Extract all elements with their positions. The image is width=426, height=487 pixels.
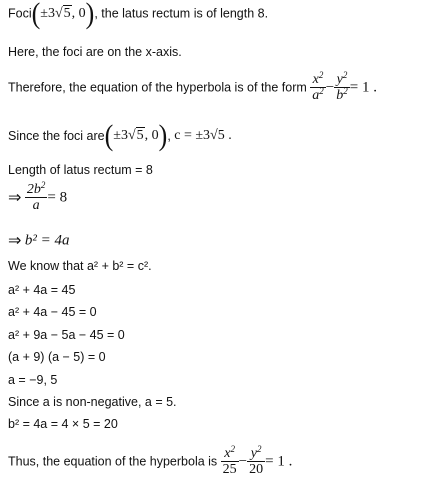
form-a: a xyxy=(312,88,320,103)
non-negative-text: Since a is non-negative, a = 5. xyxy=(8,395,177,409)
foci-sentence-suffix: , the latus rectum is of length 8. xyxy=(94,6,269,21)
line-foci xyxy=(8,0,269,31)
form-y: y xyxy=(336,72,343,87)
step-1: a² + 4a = 45 xyxy=(8,283,76,297)
step-5: a = −9, 5 xyxy=(8,373,58,387)
form-rhs: = 1 . xyxy=(349,79,377,96)
line-step-5 xyxy=(8,372,57,388)
we-know-prefix: We know that xyxy=(8,259,87,273)
line-b2-value xyxy=(8,416,118,432)
line-form xyxy=(8,72,377,103)
final-den-20: 20 xyxy=(249,462,264,477)
fraction-y2-b2: $\frac{y^2}{b^2}$ xyxy=(336,70,348,103)
implies-arrow-icon: ⇒ xyxy=(8,187,22,207)
line-step-3 xyxy=(8,327,125,343)
lr-denominator: a xyxy=(32,198,40,213)
foci-tail: , 0 xyxy=(71,6,86,21)
foci-axis-text: Here, the foci are on the x-axis. xyxy=(8,45,182,59)
final-den-25: 25 xyxy=(222,462,237,477)
foci-pm-value-2: ±3 xyxy=(113,128,128,143)
line-step-1 xyxy=(8,282,75,298)
form-x: x xyxy=(312,72,319,87)
fraction-x2-25: $\frac{x^2}{25}$ xyxy=(222,444,237,477)
implies-arrow-icon-2: ⇒ xyxy=(8,230,22,250)
line-latus-rectum xyxy=(8,162,153,178)
line-lr-fraction xyxy=(8,182,67,213)
final-prefix: Thus, the equation of the hyperbola is xyxy=(8,454,218,469)
final-rhs: = 1 . xyxy=(265,453,293,470)
line-step-2 xyxy=(8,304,97,320)
lr-rhs: = 8 xyxy=(47,189,68,206)
line-final: Thus, the equation of the hyperbola is $\frac{x^2}{25}$ − $\frac{y^2}{20}$ = 1 . xyxy=(8,444,293,477)
line-non-negative xyxy=(8,394,177,410)
line-b2-eq xyxy=(8,232,70,249)
step-4: (a + 9) (a − 5) = 0 xyxy=(8,350,106,364)
pythag-relation: a² + b² = c². xyxy=(86,259,152,273)
right-paren: ) xyxy=(85,0,95,31)
foci-pm-value: ±3 xyxy=(40,6,55,21)
left-paren: ( xyxy=(31,0,41,31)
since-foci-prefix: Since the foci are xyxy=(8,129,105,143)
sqrt-radicand: 5 xyxy=(63,6,71,21)
fraction-y2-20: $\frac{y^2}{20}$ xyxy=(249,444,264,477)
b2-equation: b² = 4a xyxy=(24,232,70,249)
line-we-know xyxy=(8,258,152,274)
form-prefix: Therefore, the equation of the hyperbola is of the form xyxy=(8,80,307,95)
fraction-x2-a2: $\frac{x^2}{a^2}$ xyxy=(312,70,324,103)
b2-value: b² = 4a = 4 × 5 = 20 xyxy=(8,417,118,431)
line-since-foci: Since the foci are(±3√5, 0), c = ±3√5 . xyxy=(8,118,232,153)
fraction-2b2-a: $\frac{2b^2}{a}$ xyxy=(26,180,46,213)
sqrt-symbol-2: √5 xyxy=(127,128,144,143)
sqrt-symbol: √5 xyxy=(54,6,71,21)
foci-label: Foci xyxy=(8,6,32,21)
step-2: a² + 4a − 45 = 0 xyxy=(8,305,97,319)
line-step-4 xyxy=(8,349,106,365)
form-b: b xyxy=(336,88,344,103)
latus-rectum-text: Length of latus rectum = 8 xyxy=(8,163,153,177)
minus-sign: − xyxy=(325,79,335,96)
line-foci-axis xyxy=(8,44,182,60)
lr-numerator: 2b xyxy=(26,182,41,197)
c-value: c = ±3√5 . xyxy=(174,128,232,143)
step-3: a² + 9a − 5a − 45 = 0 xyxy=(8,328,125,342)
